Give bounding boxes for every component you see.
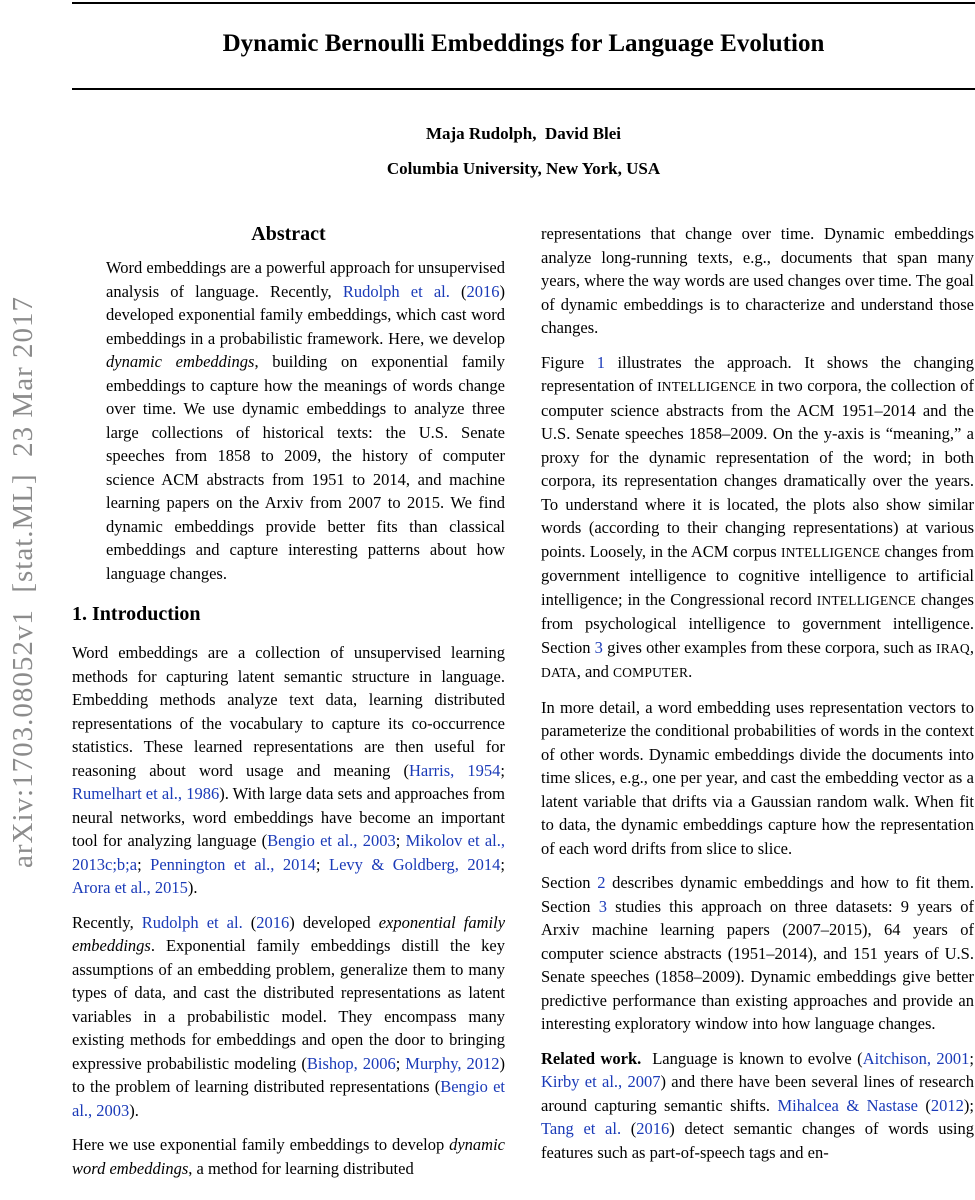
citation-link[interactable]: Rudolph et al. bbox=[342, 281, 450, 301]
citation-link[interactable]: 2012 bbox=[930, 1095, 964, 1115]
text-run: Word embeddings are a collection of unsupervised learning methods for capturing latent semantic structure in language. Embedding methods analyze text data, learning distributed representations of the vocabulary to capture its co-occurrence statistics. These learned representations are then useful for reasoning about word usage and meaning ( bbox=[72, 643, 505, 780]
text-run: illustrates the approach. It shows the changing representation of bbox=[541, 352, 974, 395]
citation-link[interactable]: 3 bbox=[594, 637, 603, 657]
right-paragraph-1 bbox=[541, 222, 974, 340]
text-run: , building on exponential family embeddings to capture how the meanings of words change over time. We use dynamic embeddings to analyze three large collections of historical texts: the U.S. Senate speeches from 1858 to 2009, the history of computer science ACM abstracts from 1951 to 2014, and machine learning papers on the Arxiv from 2007 to 2015. We find dynamic embeddings provide better fits than classical embeddings and capture interesting patterns about how language changes. bbox=[106, 352, 505, 583]
text-run: ; bbox=[969, 1048, 975, 1068]
text-run: gives other examples from these corpora, such as bbox=[602, 637, 937, 657]
intro-paragraph-2 bbox=[72, 911, 505, 1123]
text-run: Section bbox=[541, 873, 598, 892]
text-run: , a method for learning distributed bbox=[188, 1158, 414, 1178]
text-run: ) and there have been several lines of research around capturing semantic shifts. bbox=[541, 1072, 974, 1115]
right-paragraph-4 bbox=[541, 871, 974, 1036]
text-run: studies this approach on three datasets: 9 years of Arxiv machine learning papers (2007–2015), 64 years of computer science abstracts (1951–2014), and 151 years of U.S. Senate speeches (1858–2009). Dynamic embeddings give better predictive performance than existing approaches and provide an interesting exploratory window into how language changes. bbox=[541, 896, 974, 1033]
text-run: dynamic embeddings bbox=[106, 352, 255, 371]
citation-link[interactable]: Rumelhart et al., 1986 bbox=[72, 784, 220, 803]
right-paragraph-2 bbox=[541, 351, 974, 685]
text-run: ( bbox=[449, 281, 467, 301]
text-run: dynamic word embeddings bbox=[72, 1135, 505, 1178]
text-run: ( bbox=[242, 912, 257, 932]
citation-link[interactable]: Bishop, 2006 bbox=[306, 1053, 396, 1073]
citation-link[interactable]: Mihalcea & Nastase bbox=[777, 1095, 918, 1115]
text-run: ; bbox=[137, 854, 151, 874]
right-paragraph-3 bbox=[541, 696, 974, 861]
citation-link[interactable]: Harris, 1954 bbox=[408, 760, 501, 780]
text-run: ) to the problem of learning distributed representations ( bbox=[72, 1053, 505, 1096]
citation-link[interactable]: Aitchison, 2001 bbox=[862, 1048, 970, 1068]
citation-link[interactable]: Mikolov et al., 2013c;b;a bbox=[72, 831, 505, 874]
text-run: Recently, bbox=[72, 912, 142, 932]
text-run: ) developed exponential family embeddings, which cast word embeddings in a probabilistic framework. Here, we develop bbox=[106, 281, 506, 348]
text-run: INTELLIGENCE bbox=[816, 592, 916, 608]
text-run: ; bbox=[500, 760, 505, 780]
text-run: In more detail, a word embedding uses representation vectors to parameterize the conditional probabilities of words in the context of other words. Dynamic embeddings divide the documents into time slices, e.g., one per year, and cast the embedding vector as a latent variable that drifts via a Gaussian random walk. When fit to data, the dynamic embeddings capture how the representation of each word drifts from slice to slice. bbox=[541, 697, 974, 858]
text-run: ). bbox=[187, 878, 198, 897]
text-run: DATA bbox=[541, 665, 577, 680]
text-run: ; bbox=[315, 854, 330, 874]
text-run: ); bbox=[963, 1095, 975, 1115]
citation-link[interactable]: Murphy, 2012 bbox=[405, 1053, 500, 1073]
affiliation-line: Columbia University, New York, USA bbox=[386, 159, 661, 178]
text-run: , bbox=[969, 637, 974, 657]
title-rule bbox=[72, 88, 975, 90]
citation-link[interactable]: 2016 bbox=[466, 281, 500, 301]
text-run: IRAQ bbox=[936, 640, 970, 656]
citation-link[interactable]: Levy & Goldberg, 2014 bbox=[329, 854, 501, 874]
text-run: Here we use exponential family embeddings to develop bbox=[72, 1135, 450, 1154]
text-run: , and bbox=[576, 662, 613, 681]
left-column bbox=[72, 222, 505, 1180]
text-run: in two corpora, the collection of computer science abstracts from the ACM 1951–2014 and the U.S. Senate speeches 1858–2009. On the y-axis is “meaning,” a proxy for the dynamic representation of the word; in both corpora, its representation changes dramatically over the years. To understand where it is located, the plots also show similar words (according to their changing representations) at various points. Loosely, in the ACM corpus bbox=[541, 376, 974, 561]
citation-link[interactable]: 3 bbox=[598, 896, 607, 916]
citation-link[interactable]: Pennington et al., 2014 bbox=[150, 854, 316, 874]
text-run: ). With large data sets and approaches from neural networks, word embeddings have become an important tool for analyzing language ( bbox=[72, 784, 505, 850]
text-run: ( bbox=[917, 1095, 931, 1115]
right-paragraph-related-work bbox=[541, 1047, 974, 1165]
text-run: Related work. bbox=[541, 1048, 642, 1068]
text-run: ( bbox=[621, 1119, 637, 1138]
citation-link[interactable]: Bengio et al., 2003 bbox=[72, 1077, 506, 1120]
text-run: COMPUTER bbox=[612, 665, 689, 680]
citation-link[interactable]: Tang et al. bbox=[541, 1119, 622, 1138]
citation-link[interactable]: 1 bbox=[596, 352, 605, 372]
citation-link[interactable]: Kirby et al., 2007 bbox=[541, 1072, 661, 1091]
right-column bbox=[541, 222, 974, 1164]
top-rule bbox=[72, 2, 975, 4]
text-run: ; bbox=[395, 831, 406, 850]
citation-link[interactable]: Arora et al., 2015 bbox=[72, 878, 188, 897]
text-run: exponential family embeddings bbox=[72, 912, 506, 955]
text-run: . Exponential family embeddings distill the key assumptions of an embedding problem, generalize them to many types of data, and cast the distributed representations as latent variables in a probabilistic model. They encompass many existing methods for embeddings and open the door to bringing expressive probabilistic modeling ( bbox=[72, 936, 505, 1073]
citation-link[interactable]: Bengio et al., 2003 bbox=[267, 831, 396, 850]
text-run: Language is known to evolve ( bbox=[641, 1048, 863, 1068]
citation-link[interactable]: 2 bbox=[597, 873, 606, 892]
section-heading-introduction: 1. Introduction bbox=[72, 603, 201, 625]
abstract-heading: Abstract bbox=[251, 223, 326, 245]
citation-link[interactable]: Rudolph et al. bbox=[141, 912, 243, 932]
text-run: ). bbox=[129, 1100, 139, 1120]
text-run: changes from government intelligence to cognitive intelligence to artificial intelligence; in the Congressional record bbox=[541, 541, 975, 609]
text-run: INTELLIGENCE bbox=[657, 379, 757, 394]
text-run: ) detect semantic changes of words using features such as part-of-speech tags and en- bbox=[541, 1119, 974, 1162]
intro-paragraph-3 bbox=[72, 1133, 505, 1180]
arxiv-watermark: arXiv:1703.08052v1 [stat.ML] 23 Mar 2017 bbox=[7, 296, 39, 868]
citation-link[interactable]: 2016 bbox=[636, 1119, 670, 1138]
authors-line: Maja Rudolph, David Blei bbox=[425, 124, 622, 143]
text-run: describes dynamic embeddings and how to fit them. Section bbox=[541, 873, 974, 916]
intro-paragraph-1 bbox=[72, 641, 505, 900]
text-run: representations that change over time. Dynamic embeddings analyze long-running texts, e.g., documents that span many years, where the way words are used changes over time. The goal of dynamic embeddings is to characterize and understand those changes. bbox=[541, 224, 974, 337]
text-run: ; bbox=[500, 854, 505, 874]
text-run: changes from psychological intelligence to government intelligence. Section bbox=[541, 589, 974, 657]
text-run: ; bbox=[395, 1053, 406, 1073]
abstract-paragraph bbox=[72, 256, 505, 585]
text-run: Figure bbox=[541, 352, 597, 372]
text-run: ) developed bbox=[289, 912, 379, 932]
paper-title: Dynamic Bernoulli Embeddings for Language Evolution bbox=[222, 30, 825, 57]
text-run: Word embeddings are a powerful approach for unsupervised analysis of language. Recently, bbox=[106, 258, 505, 301]
text-run: . bbox=[688, 662, 693, 681]
text-run: INTELLIGENCE bbox=[781, 544, 881, 560]
citation-link[interactable]: 2016 bbox=[256, 912, 290, 932]
